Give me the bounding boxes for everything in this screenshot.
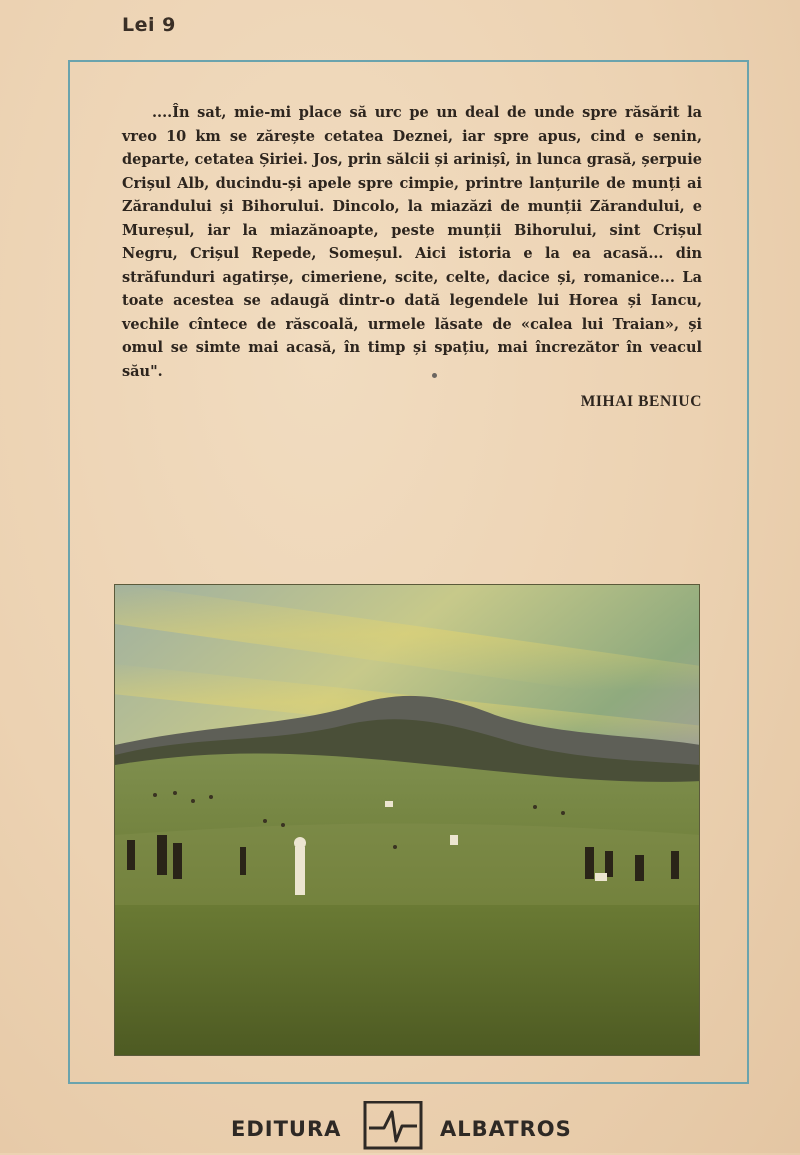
publisher-bar xyxy=(0,1101,800,1151)
quote-text: ....În sat, mie-mi place să urc pe un deal de unde spre răsărit la vreo 10 km se zărește cetatea Deznei, iar spre apus, cind e senin, departe, cetatea Șiriei. Jos, prin sălcii și arinișî, in lunca grasă, șerpuie Crișul Alb, ducindu-și apele spre cimpie, printre lanțurile de munți ai Zărandului și Bihorului. Dincolo, la miazăzi de munții Zărandului, e Mureșul, iar la miazănoapte, peste munții Bihorului, sint Crișul Negru, Crișul Repede, Someșul. Aici istoria e la ea acasă... din străfunduri agatirșe, cimeriene, scite, celte, dacice și, romanice... La toate acestea se adaugă dintr-o dată legendele lui Horea și Iancu, vechile cîntece de răscoală, urmele lăsate de «calea lui Traian», și omul se simte mai acasă, în timp și spațiu, mai încrezător în veacul său". xyxy=(122,104,702,380)
publisher-name-right: ALBATROS xyxy=(440,1117,572,1141)
landscape-photo xyxy=(114,584,700,1056)
decorative-dot xyxy=(432,373,437,378)
albatros-publisher-logo-icon xyxy=(362,1101,424,1151)
price-label: Lei 9 xyxy=(122,14,176,36)
quote-author: MIHAI BENIUC xyxy=(580,393,702,410)
publisher-name-left: EDITURA xyxy=(231,1117,342,1141)
